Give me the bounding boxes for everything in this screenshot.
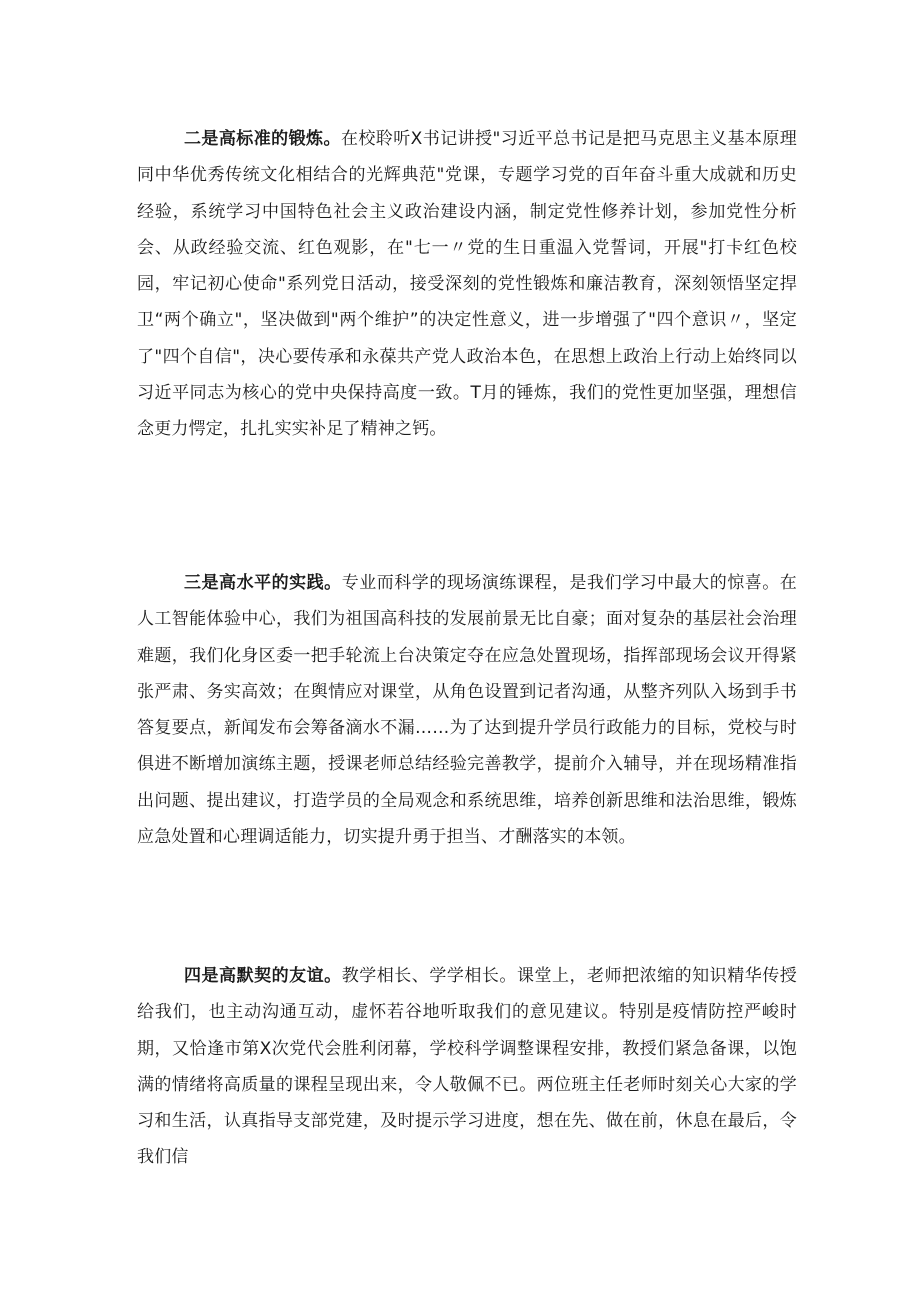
paragraph-body: 专业而科学的现场演练课程，是我们学习中最大的惊喜。在人工智能体验中心，我们为祖国高科技的发展前景无比自豪；面对复杂的基层社会治理难题，我们化身区委一把手轮流上台决策定夺在应急处置现场，指挥部现场会议开得紧张严肃、务实高效；在舆情应对课堂，从角色设置到记者沟通，从整齐列队入场到手书答复要点，新闻发布会筹备滴水不漏……为了达到提升学员行政能力的目标，党校与时俱进不断增加演练主题，授课老师总结经验完善教学，提前介入辅导，并在现场精准指出问题、提出建议，打造学员的全局观念和系统思维，培养创新思维和法治思维，锻炼应急处置和心理调适能力，切实提升勇于担当、才酬落实的本领。 bbox=[137, 573, 797, 848]
paragraph-body: 教学相长、学学相长。课堂上，老师把浓缩的知识精华传授给我们，也主动沟通互动，虚怀若谷地听取我们的意见建议。特别是疫情防控严峻时期，又恰逢市第X次党代会胜利闭幕，学校科学调整课程安排，教授们紧急备课，以饱满的情绪将高质量的课程呈现出来，令人敬佩不已。两位班主任老师时刻关心大家的学习和生活，认真指导支部党建，及时提示学习进度，想在先、做在前，休息在最后，令我们信 bbox=[137, 966, 797, 1168]
paragraph-practice bbox=[137, 565, 797, 855]
paragraph-lead: 三是高水平的实践。 bbox=[184, 573, 342, 593]
paragraph-lead: 四是高默契的友谊。 bbox=[184, 966, 342, 986]
paragraph-body: 在校聆听X书记讲授"习近平总书记是把马克思主义基本原理同中华优秀传统文化相结合的光辉典范"党课，专题学习党的百年奋斗重大成就和历史经验，系统学习中国特色社会主义政治建设内涵，制定党性修养计划，参加党性分析会、从政经验交流、红色观影，在"七一〃党的生日重温入党誓词，开展"打卡红色校园，牢记初心使命"系列党日活动，接受深刻的党性锻炼和廉洁教育，深刻领悟坚定捍卫“两个确立"，坚决做到"两个维护”的决定性意义，进一步增强了"四个意识〃，坚定了"四个自信"，决心要传承和永葆共产党人政治本色，在思想上政治上行动上始终同以习近平同志为核心的党中央保持高度一致。T月的锤炼，我们的党性更加坚强，理想信念更力愕定，扎扎实实补足了精神之钙。 bbox=[137, 129, 797, 440]
paragraph-training bbox=[137, 121, 797, 448]
paragraph-friendship bbox=[137, 958, 797, 1176]
paragraph-lead: 二是高标准的锻炼。 bbox=[184, 129, 341, 149]
